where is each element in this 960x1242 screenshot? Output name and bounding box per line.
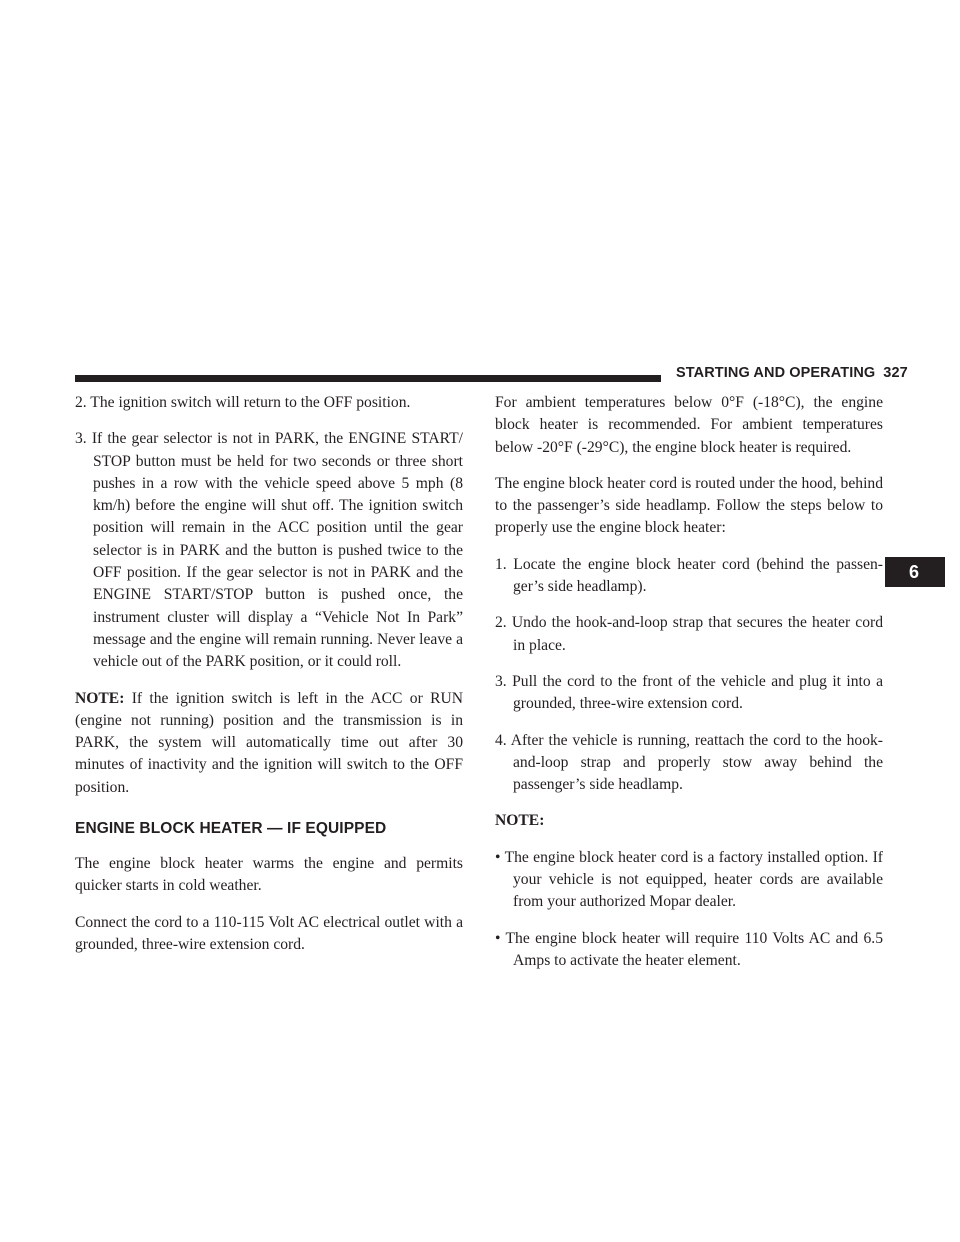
heater-step-4: 4. After the vehicle is running, reattach the cord to the hook-and-loop strap and properly stow away behind the passenger’s side headlamp. — [495, 731, 883, 794]
step-3: 3. If the gear selector is not in PARK, the ENGINE START/ STOP button must be held for two seconds or three short pushes in a row with the vehicle speed above 5 mph (8 km/h) before the engine will shut off. The ignition switch position will remain in the ACC position until the gear selector is in PARK and the button is pushed twice to the OFF position. If the gear selector is not in PARK and the ENGINE START/STOP button is pushed once, the instrument cluster will display a “Vehicle Not In Park” message and the engine will remain running. Never leave a vehicle out of the PARK position, or it could roll. — [75, 430, 463, 671]
header-rule — [75, 375, 661, 382]
page-number: 327 — [883, 365, 908, 381]
bullet-text: The engine block heater will require 110 Volts AC and 6.5 Amps to activate the heater element. — [505, 929, 883, 969]
chapter-tab: 6 — [885, 557, 945, 587]
note-paragraph — [75, 688, 463, 799]
running-header — [676, 365, 908, 381]
note-bullet-1 — [495, 847, 883, 914]
note-heading: NOTE: — [495, 812, 545, 830]
heater-step-2: 2. Undo the hook-and-loop strap that secures the heater cord in place. — [495, 614, 883, 654]
heater-connect-paragraph: Connect the cord to a 110-115 Volt AC electrical outlet with a grounded, three-wire extension cord. — [75, 913, 463, 953]
note-label: NOTE: — [75, 689, 125, 707]
heater-step-3: 3. Pull the cord to the front of the vehicle and plug it into a grounded, three-wire extension cord. — [495, 672, 883, 713]
section-heading: ENGINE BLOCK HEATER — IF EQUIPPED — [75, 820, 387, 838]
step-2: 2. The ignition switch will return to the OFF position. — [75, 394, 411, 411]
heater-step-1: 1. Locate the engine block heater cord (behind the passen- ger’s side headlamp). — [495, 555, 883, 596]
note-text: If the ignition switch is left in the ACC or RUN (engine not running) position and the transmission is in PARK, the system will automatically time out after 30 minutes of inactivity and the ignition will switch to the OFF position. — [75, 689, 463, 796]
left-column — [75, 392, 463, 970]
bullet-mark: • — [495, 848, 501, 866]
right-column — [495, 392, 883, 986]
bullet-mark: • — [495, 929, 501, 947]
heater-intro-paragraph: The engine block heater warms the engine and permits quicker starts in cold weather. — [75, 855, 463, 895]
section-title: STARTING AND OPERATING — [676, 365, 876, 381]
temperature-paragraph: For ambient temperatures below 0°F (-18°C), the engine block heater is recommended. For ambient temperatures below -20°F (-29°C), the engine block heater is required. — [495, 394, 883, 456]
bullet-text: The engine block heater cord is a factory installed option. If your vehicle is not equipped, heater cords are available from your authorized Mopar dealer. — [504, 848, 883, 911]
note-bullet-2 — [495, 928, 883, 973]
routing-paragraph: The engine block heater cord is routed under the hood, behind to the passenger’s side headlamp. Follow the steps below to properly use the engine block heater: — [495, 474, 883, 537]
